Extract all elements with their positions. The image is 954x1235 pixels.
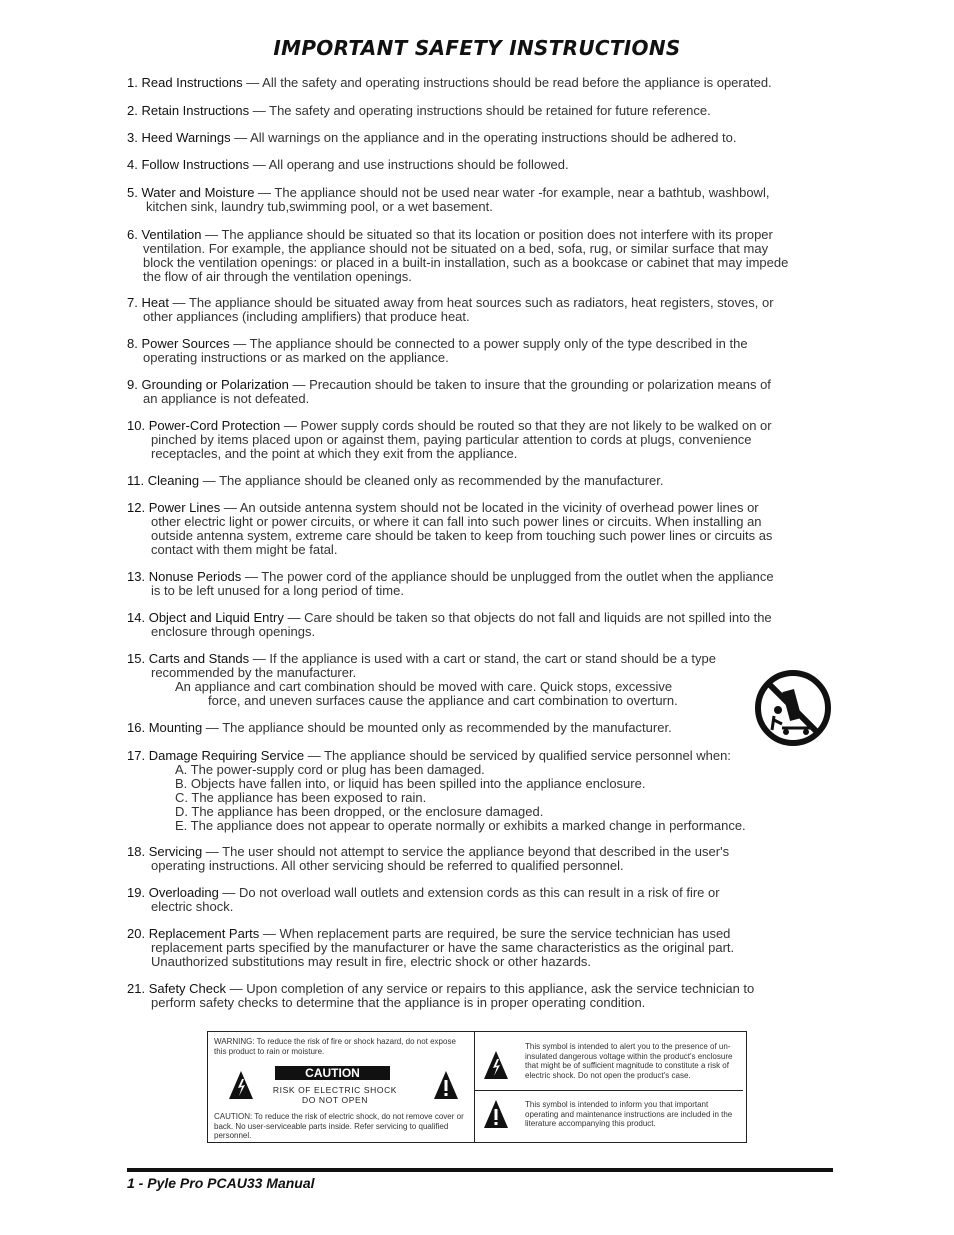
instruction-item: 18. Servicing — The user should not attempt to service the appliance beyond that described in the user's operating instructions. All other servicing should be referred to qualified personnel.: [127, 844, 730, 873]
instruction-item: 4. Follow Instructions — All operang and use instructions should be followed.: [127, 157, 569, 172]
exclamation-icon: [483, 1099, 509, 1129]
risk-text: RISK OF ELECTRIC SHOCK DO NOT OPEN: [272, 1085, 398, 1105]
caution-label: CAUTION: [275, 1066, 390, 1080]
symbols-panel: [475, 1032, 746, 1142]
page-title: IMPORTANT SAFETY INSTRUCTIONS: [273, 36, 681, 60]
instruction-item: 9. Grounding or Polarization — Precaution should be taken to insure that the grounding or polarization means of an appliance is not defeated.: [127, 377, 771, 406]
instruction-item: 10. Power-Cord Protection — Power supply cords should be routed so that they are not likely to be walked on or pinched by items placed upon or against them, paying particular attention to cords at plugs, convenience receptacles, and the point at which they exit from the appliance.: [127, 418, 772, 461]
instruction-item: 12. Power Lines — An outside antenna system should not be located in the vicinity of overhead power lines or other electric light or power circuits, or where it can fall into such power lines or circuits. When installing an outside antenna system, extreme care should be taken to keep from touching such power lines or circuits as contact with them might be fatal.: [127, 500, 773, 557]
instruction-item: 13. Nonuse Periods — The power cord of the appliance should be unplugged from the outlet when the appliance is to be left unused for a long period of time.: [127, 569, 774, 598]
instruction-item: 1. Read Instructions — All the safety and operating instructions should be read before the appliance is operated.: [127, 75, 772, 90]
instruction-item: 3. Heed Warnings — All warnings on the appliance and in the operating instructions should be adhered to.: [127, 130, 737, 145]
instruction-item: 7. Heat — The appliance should be situated away from heat sources such as radiators, heat registers, stoves, or other appliances (including amplifiers) that produce heat.: [127, 295, 774, 324]
footer-rule: [127, 1168, 833, 1172]
instruction-item: 21. Safety Check — Upon completion of any service or repairs to this appliance, ask the service technician to perform safety checks to determine that the appliance is in proper operating condition.: [127, 981, 755, 1010]
instruction-item: 16. Mounting — The appliance should be mounted only as recommended by the manufacturer.: [127, 720, 672, 735]
instruction-item: 15. Carts and Stands — If the appliance is used with a cart or stand, the cart or stand should be a type recommended by the manufacturer. An appliance and cart combination should be moved with care. Quick stops, excessive force, and uneven surfaces cause the appliance and cart combination to overturn.: [127, 651, 716, 708]
caution-text: CAUTION: To reduce the risk of electric shock, do not remove cover or back. No user-serviceable parts inside. Refer servicing to qualified personnel.: [214, 1112, 464, 1140]
instruction-item: 11. Cleaning — The appliance should be cleaned only as recommended by the manufacturer.: [127, 473, 664, 488]
instruction-item: 6. Ventilation — The appliance should be situated so that its location or position does not interfere with its proper ventilation. For example, the appliance should not be situated on a bed, sofa, rug, or similar surface that may block the ventilation openings: or placed in a built-in installation, such as a bookcase or cabinet that may impede the flow of air through the ventilation openings.: [127, 227, 789, 284]
instruction-item: 5. Water and Moisture — The appliance should not be used near water -for example, near a bathtub, washbowl, kitchen sink, laundry tub,swimming pool, or a wet basement.: [127, 185, 770, 214]
exclamation-icon: [433, 1070, 459, 1100]
lightning-bolt-icon: [483, 1050, 509, 1080]
lightning-bolt-icon: [228, 1070, 254, 1100]
instruction-symbol-text: This symbol is intended to inform you that important operating and maintenance instructions are included in the literature accompanying this product.: [525, 1100, 733, 1128]
voltage-symbol-text: This symbol is intended to alert you to the presence of un-insulated dangerous voltage within the product's enclosure that might be of sufficient magnitude to constitute a risk of electric shock. Do not open the product's case.: [525, 1042, 733, 1080]
instruction-item: 8. Power Sources — The appliance should be connected to a power supply only of the type described in the operating instructions or as marked on the appliance.: [127, 336, 748, 365]
instruction-item: 2. Retain Instructions — The safety and operating instructions should be retained for future reference.: [127, 103, 711, 118]
page-footer: 1 - Pyle Pro PCAU33 Manual: [127, 1175, 315, 1191]
electrical-warning-box: [207, 1031, 747, 1143]
instruction-item: 20. Replacement Parts — When replacement parts are required, be sure the service technician has used replacement parts specified by the manufacturer or have the same characteristics as the original part. Unauthorized substitutions may result in fire, electric shock or other hazards.: [127, 926, 735, 969]
warning-text: WARNING: To reduce the risk of fire or shock hazard, do not expose this product to rain or moisture.: [214, 1037, 456, 1056]
warning-panel: [208, 1032, 475, 1142]
instruction-item: 19. Overloading — Do not overload wall outlets and extension cords as this can result in a risk of fire or electric shock.: [127, 885, 720, 914]
instruction-item: 17. Damage Requiring Service — The appliance should be serviced by qualified service personnel when: A. The power-supply cord or plug has been damaged. B. Objects have fallen into, or liquid has been spilled into the appliance enclosure. C. The appliance has been exposed to rain. D. The appliance has been dropped, or the enclosure damaged. E. The appliance does not appear to operate normally or exhibits a marked change in performance.: [127, 748, 746, 833]
instruction-item: 14. Object and Liquid Entry — Care should be taken so that objects do not fall and liquids are not spilled into the enclosure through openings.: [127, 610, 772, 639]
cart-warning-icon: [752, 668, 834, 748]
divider: [475, 1090, 743, 1091]
